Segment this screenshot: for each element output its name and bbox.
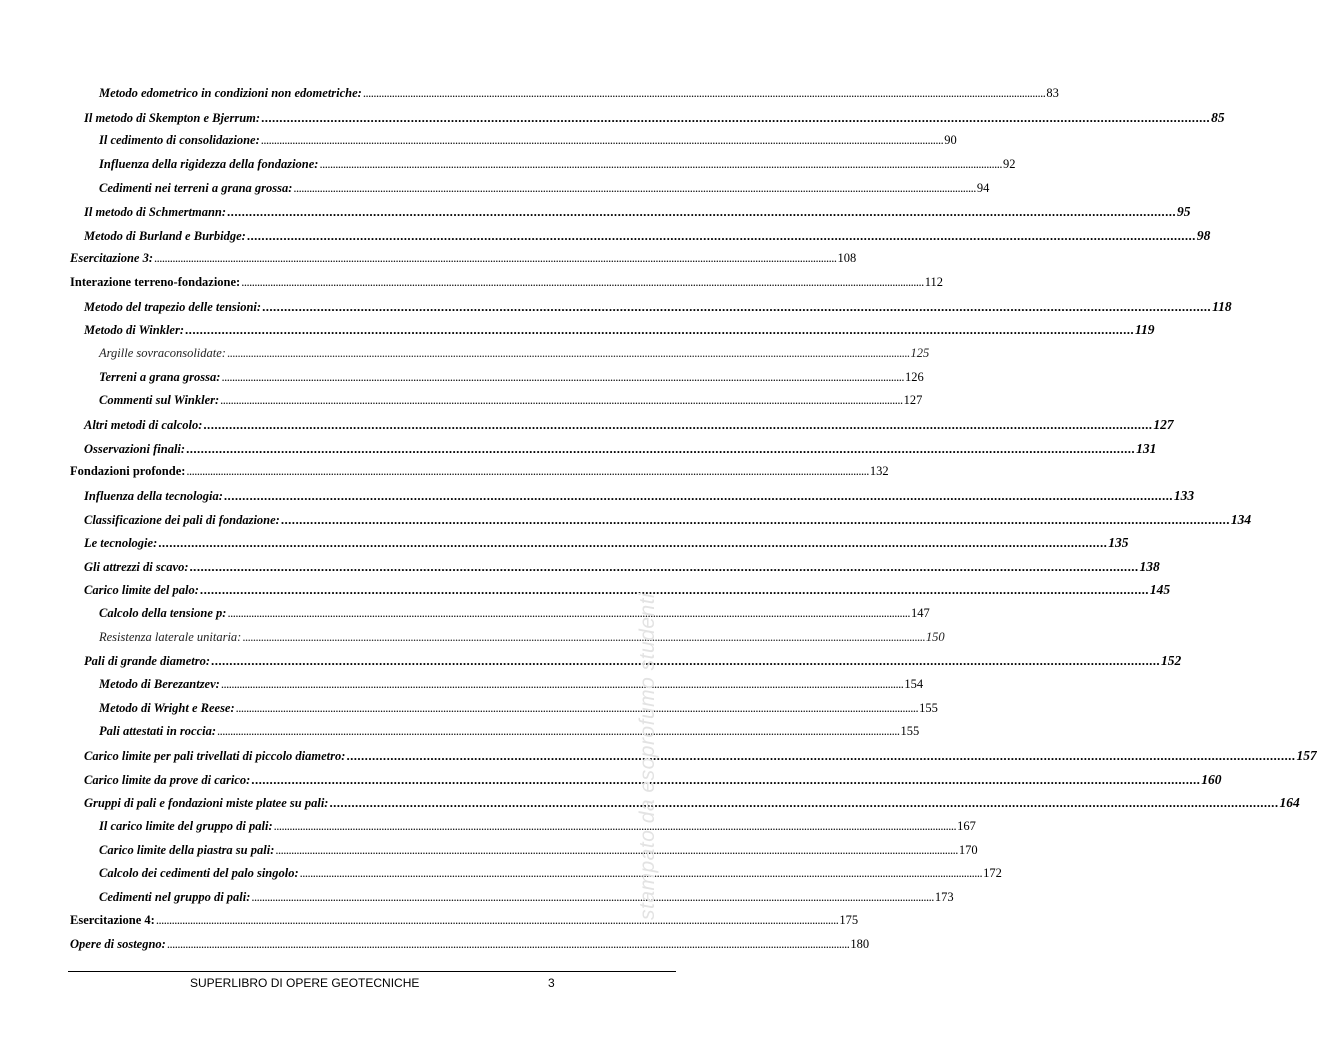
toc-entry[interactable]	[70, 440, 1157, 465]
toc-entry[interactable]	[70, 582, 1171, 606]
toc-entry[interactable]	[70, 558, 1160, 583]
footer-title: SUPERLIBRO DI OPERE GEOTECNICHE	[190, 976, 420, 990]
toc-entry-title: Gli attrezzi di scavo:	[84, 559, 189, 574]
toc-entry-page: 135	[1108, 535, 1129, 551]
toc-leader-dots: ....................................................................................................................................................................................................................................................................	[189, 558, 1139, 574]
toc-entry-page: 134	[1230, 511, 1252, 527]
toc-entry-title: Metodo edometrico in condizioni non edometriche:	[99, 86, 362, 100]
toc-entry-page: 157	[1296, 747, 1317, 763]
toc-entry-page: 83	[1046, 86, 1059, 100]
toc-leader-dots: ....................................................................................................................................................................................................................................................................	[211, 653, 1161, 669]
toc-leader-dots: ....................................................................................................................................................................................................................................................................	[166, 937, 850, 952]
toc-leader-dots: ....................................................................................................................................................................................................................................................................	[220, 677, 904, 692]
toc-entry-title: Gruppi di pali e fondazioni miste platee su pali:	[84, 796, 329, 811]
toc-leader-dots: ....................................................................................................................................................................................................................................................................	[261, 109, 1211, 125]
toc-entry-title: Esercitazione 3:	[70, 251, 153, 266]
toc-entry-page: 180	[850, 937, 870, 952]
toc-leader-dots: ....................................................................................................................................................................................................................................................................	[242, 629, 925, 644]
toc-entry-page: 155	[900, 724, 920, 739]
toc-entry-title: Osservazioni finali:	[84, 441, 186, 456]
toc-leader-dots: ....................................................................................................................................................................................................................................................................	[227, 204, 1177, 220]
toc-entry[interactable]	[70, 251, 857, 275]
toc-entry-page: 125	[910, 346, 930, 361]
toc-entry-page: 155	[919, 700, 938, 715]
toc-entry[interactable]	[70, 937, 870, 961]
toc-entry[interactable]	[70, 86, 1059, 110]
toc-leader-dots: ....................................................................................................................................................................................................................................................................	[155, 913, 839, 928]
toc-leader-dots: ....................................................................................................................................................................................................................................................................	[280, 511, 1230, 527]
toc-entry-page: 119	[1135, 322, 1155, 338]
toc-entry-page: 175	[839, 913, 859, 928]
toc-entry-page: 127	[1153, 416, 1174, 432]
toc-leader-dots: ....................................................................................................................................................................................................................................................................	[226, 346, 910, 361]
toc-entry-page: 108	[837, 251, 857, 266]
toc-entry-title: Fondazioni profonde:	[70, 464, 186, 479]
toc-leader-dots: ....................................................................................................................................................................................................................................................................	[241, 275, 924, 290]
toc-entry[interactable]	[70, 747, 1317, 772]
toc-entry-page: 132	[869, 464, 889, 479]
toc-entry[interactable]	[70, 653, 1182, 677]
toc-entry-page: 112	[924, 275, 944, 290]
toc-leader-dots: ....................................................................................................................................................................................................................................................................	[275, 842, 958, 857]
toc-entry-title: Carico limite da prove di carico:	[84, 772, 251, 787]
toc-entry[interactable]	[70, 677, 924, 701]
toc-entry[interactable]	[70, 133, 957, 157]
toc-entry-page: 90	[944, 133, 957, 148]
toc-entry-title: Calcolo dei cedimenti del palo singolo:	[99, 866, 299, 881]
toc-entry-page: 145	[1149, 582, 1171, 598]
toc-entry[interactable]	[70, 346, 930, 370]
toc-leader-dots: ....................................................................................................................................................................................................................................................................	[203, 416, 1153, 432]
toc-entry-page: 126	[904, 369, 924, 384]
toc-entry[interactable]	[70, 795, 1300, 819]
toc-entry-title: Metodo di Berezantzev:	[99, 677, 220, 692]
toc-leader-dots: ....................................................................................................................................................................................................................................................................	[329, 795, 1279, 811]
toc-entry-page: 150	[925, 629, 945, 644]
toc-entry-page: 138	[1139, 558, 1160, 574]
table-of-contents	[70, 86, 1317, 961]
toc-entry-page: 131	[1136, 440, 1157, 456]
toc-entry-page: 172	[983, 866, 1002, 881]
toc-leader-dots: ....................................................................................................................................................................................................................................................................	[293, 180, 976, 195]
toc-entry[interactable]	[70, 913, 859, 937]
toc-entry[interactable]	[70, 156, 1016, 181]
toc-leader-dots: ....................................................................................................................................................................................................................................................................	[227, 606, 910, 621]
toc-entry-title: Metodo di Burland e Burbidge:	[84, 228, 246, 243]
toc-entry[interactable]	[70, 227, 1211, 252]
toc-entry[interactable]	[70, 866, 1002, 890]
toc-entry-page: 167	[957, 818, 976, 833]
toc-entry[interactable]	[70, 511, 1252, 536]
toc-entry-title: Cedimenti nei terreni a grana grossa:	[99, 180, 293, 195]
toc-entry[interactable]	[70, 889, 954, 914]
toc-leader-dots: ....................................................................................................................................................................................................................................................................	[260, 133, 944, 148]
toc-entry-title: Terreni a grana grossa:	[99, 369, 221, 384]
toc-entry[interactable]	[70, 322, 1155, 346]
toc-entry-page: 173	[934, 889, 954, 904]
toc-leader-dots: ....................................................................................................................................................................................................................................................................	[185, 322, 1135, 338]
toc-entry-title: Cedimenti nel gruppo di pali:	[99, 889, 251, 904]
toc-entry[interactable]	[70, 275, 944, 299]
toc-entry[interactable]	[70, 393, 923, 417]
toc-entry-page: 147	[910, 606, 930, 621]
toc-entry-page: 127	[903, 393, 923, 408]
toc-entry[interactable]	[70, 487, 1195, 512]
toc-leader-dots: ....................................................................................................................................................................................................................................................................	[186, 464, 869, 479]
toc-leader-dots: ....................................................................................................................................................................................................................................................................	[246, 227, 1196, 243]
toc-entry-page: 85	[1211, 109, 1225, 125]
toc-entry-title: Influenza della tecnologia:	[84, 488, 223, 503]
toc-leader-dots: ....................................................................................................................................................................................................................................................................	[221, 369, 904, 384]
toc-entry-title: Influenza della rigidezza della fondazione:	[99, 156, 319, 171]
toc-entry-page: 160	[1201, 771, 1222, 787]
toc-entry[interactable]	[70, 629, 945, 654]
toc-entry-title: Metodo del trapezio delle tensioni:	[84, 299, 262, 314]
toc-leader-dots: ....................................................................................................................................................................................................................................................................	[346, 747, 1296, 763]
toc-leader-dots: ....................................................................................................................................................................................................................................................................	[223, 487, 1173, 503]
toc-entry[interactable]	[70, 298, 1232, 323]
toc-entry-title: Le tecnologie:	[84, 536, 158, 551]
toc-leader-dots: ....................................................................................................................................................................................................................................................................	[299, 866, 983, 881]
toc-entry-page: 164	[1279, 795, 1300, 811]
footer-page-number: 3	[548, 976, 555, 990]
toc-leader-dots: ....................................................................................................................................................................................................................................................................	[319, 156, 1002, 171]
toc-entry-page: 92	[1002, 156, 1016, 171]
toc-entry-page: 95	[1177, 204, 1191, 220]
toc-entry-page: 94	[976, 180, 990, 195]
toc-entry-title: Argille sovraconsolidate:	[99, 346, 226, 361]
toc-entry[interactable]	[70, 369, 924, 394]
toc-entry-title: Carico limite della piastra su pali:	[99, 842, 275, 857]
toc-entry-title: Il metodo di Skempton e Bjerrum:	[84, 110, 261, 125]
toc-entry-page: 133	[1173, 487, 1195, 503]
toc-leader-dots: ....................................................................................................................................................................................................................................................................	[251, 771, 1201, 787]
toc-leader-dots: ....................................................................................................................................................................................................................................................................	[199, 582, 1149, 598]
toc-leader-dots: ....................................................................................................................................................................................................................................................................	[217, 724, 900, 739]
toc-entry[interactable]	[70, 606, 930, 630]
toc-entry-title: Carico limite del palo:	[84, 583, 199, 598]
toc-entry-title: Metodo di Winkler:	[84, 323, 185, 338]
toc-leader-dots: ....................................................................................................................................................................................................................................................................	[362, 86, 1046, 100]
toc-entry-title: Pali attestati in roccia:	[99, 724, 217, 739]
toc-leader-dots: ....................................................................................................................................................................................................................................................................	[153, 251, 837, 266]
toc-entry[interactable]	[70, 700, 938, 725]
footer-divider	[68, 971, 676, 972]
toc-entry[interactable]	[70, 416, 1174, 441]
toc-entry[interactable]	[70, 842, 978, 867]
toc-entry-title: Opere di sostegno:	[70, 937, 166, 952]
toc-leader-dots: ....................................................................................................................................................................................................................................................................	[158, 535, 1108, 551]
toc-leader-dots: ....................................................................................................................................................................................................................................................................	[220, 393, 903, 408]
toc-entry-title: Pali di grande diametro:	[84, 654, 211, 669]
toc-leader-dots: ....................................................................................................................................................................................................................................................................	[262, 298, 1212, 314]
toc-entry-title: Esercitazione 4:	[70, 913, 155, 928]
toc-entry-title: Altri metodi di calcolo:	[84, 417, 203, 432]
toc-entry-title: Commenti sul Winkler:	[99, 393, 220, 408]
toc-entry-title: Carico limite per pali trivellati di piccolo diametro:	[84, 748, 346, 763]
toc-entry-title: Interazione terreno-fondazione:	[70, 275, 241, 290]
toc-leader-dots: ....................................................................................................................................................................................................................................................................	[235, 700, 919, 715]
toc-entry-page: 154	[904, 677, 924, 692]
toc-entry-page: 118	[1212, 298, 1232, 314]
watermark	[634, 520, 659, 920]
toc-entry-page: 170	[958, 842, 978, 857]
toc-entry[interactable]	[70, 180, 990, 205]
toc-entry-title: Classificazione dei pali di fondazione:	[84, 512, 280, 527]
toc-entry[interactable]	[70, 818, 976, 843]
toc-entry[interactable]	[70, 724, 920, 748]
toc-entry[interactable]	[70, 771, 1222, 796]
toc-entry-title: Il cedimento di consolidazione:	[99, 133, 260, 148]
toc-entry-title: Resistenza laterale unitaria:	[99, 629, 242, 644]
toc-entry-title: Il metodo di Schmertmann:	[84, 205, 227, 220]
toc-entry[interactable]	[70, 535, 1129, 559]
toc-entry-title: Calcolo della tensione p:	[99, 606, 227, 621]
watermark-text: stampato da esoprofumo studenti	[636, 592, 659, 920]
toc-entry[interactable]	[70, 109, 1225, 134]
toc-entry-page: 98	[1196, 227, 1211, 243]
toc-entry-title: Il carico limite del gruppo di pali:	[99, 818, 273, 833]
toc-entry[interactable]	[70, 464, 889, 488]
toc-leader-dots: ....................................................................................................................................................................................................................................................................	[186, 440, 1136, 456]
toc-entry-title: Metodo di Wright e Reese:	[99, 700, 235, 715]
toc-entry[interactable]	[70, 204, 1191, 228]
toc-leader-dots: ....................................................................................................................................................................................................................................................................	[251, 889, 934, 904]
toc-leader-dots: ....................................................................................................................................................................................................................................................................	[273, 818, 957, 833]
toc-entry-page: 152	[1161, 653, 1182, 669]
